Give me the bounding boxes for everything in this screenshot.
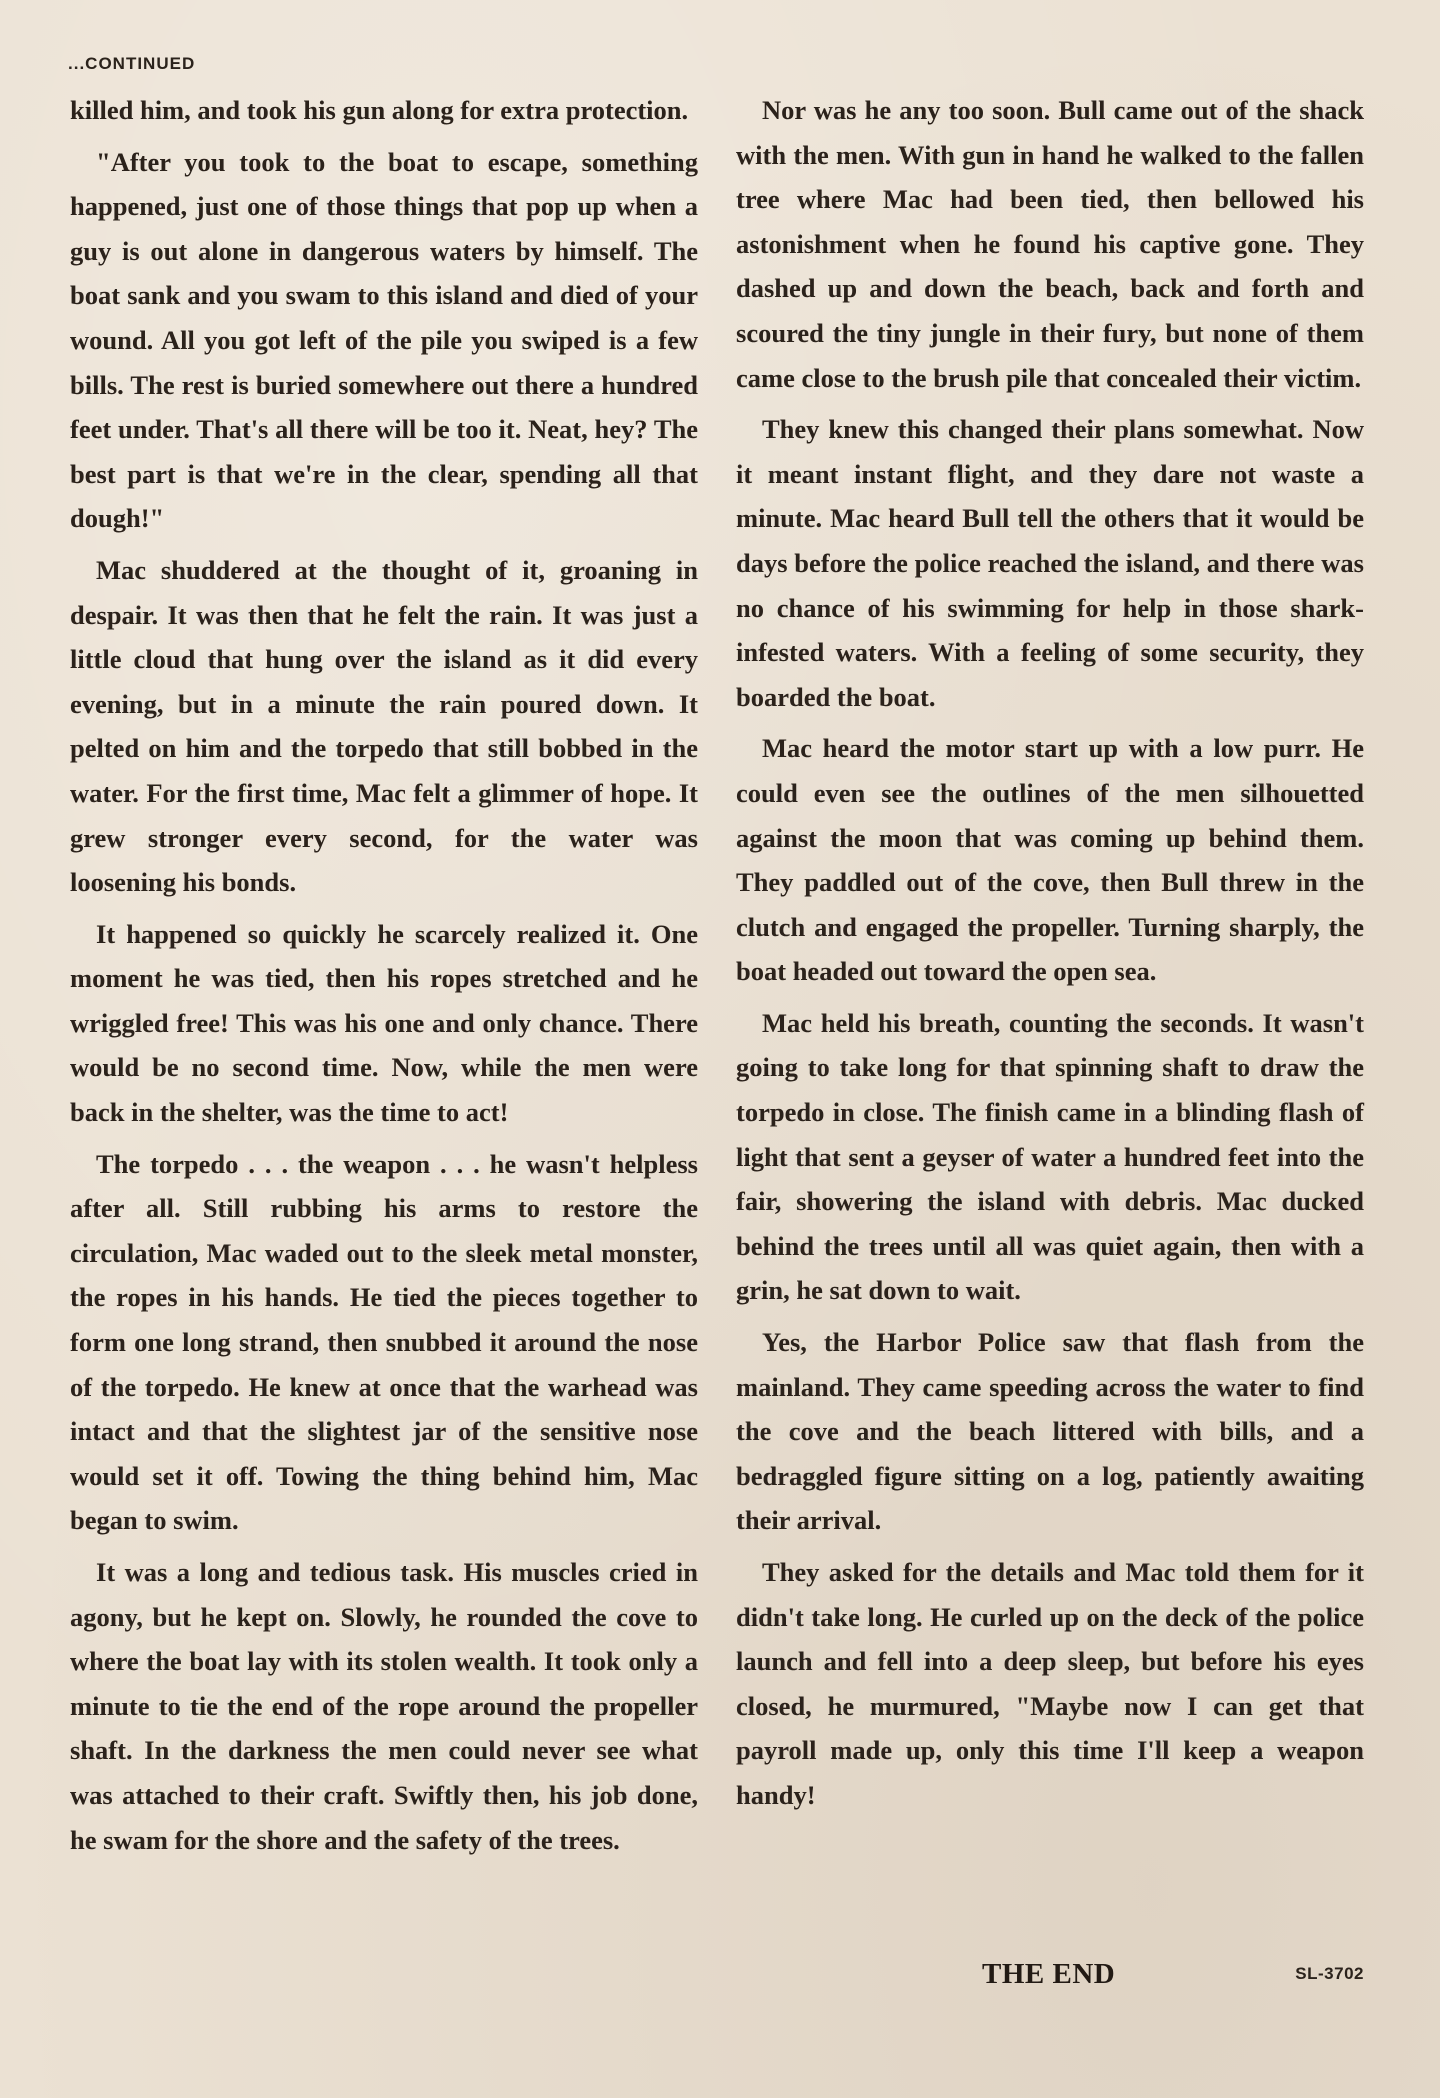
paragraph: It was a long and tedious task. His muscles cried in agony, but he kept on. Slowly, he rounded the cove to where the boat lay with its stolen wealth. It took only a minute to tie the end of the rope around the propeller shaft. In the darkness the men could never see what was attached to their craft. Swiftly then, his job done, he swam for the shore and the safety of the trees. xyxy=(70,1557,698,1855)
paragraph: They asked for the details and Mac told them for it didn't take long. He curled up on the deck of the police launch and fell into a deep sleep, but before his eyes closed, he murmured, "Maybe now I can get that payroll made up, only this time I'll keep a weapon handy! xyxy=(736,1557,1364,1810)
right-column xyxy=(736,88,1364,1825)
continued-label: ...CONTINUED xyxy=(68,54,196,73)
paragraph: "After you took to the boat to escape, something happened, just one of those things that pop up when a guy is out alone in dangerous waters by himself. The boat sank and you swam to this island and died of your wound. All you got left of the pile you swiped is a few bills. The rest is buried somewhere out there a hundred feet under. That's all there will be too it. Neat, hey? The best part is that we're in the clear, spending all that dough!" xyxy=(70,146,698,534)
paragraph: Mac shuddered at the thought of it, groaning in despair. It was then that he felt the rain. It was just a little cloud that hung over the island as it did every evening, but in a minute the rain poured down. It pelted on him and the torpedo that still bobbed in the water. For the first time, Mac felt a glimmer of hope. It grew stronger every second, for the water was loosening his bonds. xyxy=(70,554,698,898)
paragraph: The torpedo . . . the weapon . . . he wasn't helpless after all. Still rubbing his arms to restore the circulation, Mac waded out to the sleek metal monster, the ropes in his hands. He tied the pieces together to form one long strand, then snubbed it around the nose of the torpedo. He knew at once that the warhead was intact and that the slightest jar of the sensitive nose would set it off. Towing the thing behind him, Mac began to swim. xyxy=(70,1148,698,1536)
paragraph: They knew this changed their plans somewhat. Now it meant instant flight, and they dare not waste a minute. Mac heard Bull tell the others that it would be days before the police reached the island, and there was no chance of his swimming for help in those shark-infested waters. With a feeling of some security, they boarded the boat. xyxy=(736,414,1364,712)
paragraph: Mac heard the motor start up with a low purr. He could even see the outlines of the men silhouetted against the moon that was coming up behind them. They paddled out of the cove, then Bull threw in the clutch and engaged the propeller. Turning sharply, the boat headed out toward the open sea. xyxy=(736,733,1364,987)
paragraph: Nor was he any too soon. Bull came out of the shack with the men. With gun in hand he walked to the fallen tree where Mac had been tied, then bellowed his astonishment when he found his captive gone. They dashed up and down the beach, back and forth and scoured the tiny jungle in their fury, but none of them came close to the brush pile that concealed their victim. xyxy=(736,95,1364,393)
end-line xyxy=(736,1958,1364,2002)
paragraph: Mac held his breath, counting the seconds. It wasn't going to take long for that spinning shaft to draw the torpedo in close. The finish came in a blinding flash of light that sent a geyser of water a hundred feet into the fair, showering the island with debris. Mac ducked behind the trees until all was quiet again, then with a grin, he sat down to wait. xyxy=(736,1007,1364,1306)
paragraph: Yes, the Harbor Police saw that flash from the mainland. They came speeding across the water to find the cove and the beach littered with bills, and a bedraggled figure sitting on a log, patiently awaiting their arrival. xyxy=(736,1327,1364,1536)
paragraph: killed him, and took his gun along for extra protection. xyxy=(70,95,689,125)
story-code: SL-3702 xyxy=(1295,1964,1364,1983)
left-column xyxy=(70,88,698,1869)
the-end-label: THE END xyxy=(982,1958,1116,1990)
paragraph: It happened so quickly he scarcely realized it. One moment he was tied, then his ropes stretched and he wriggled free! This was his one and only chance. There would be no second time. Now, while the men were back in the shelter, was the time to act! xyxy=(70,918,698,1128)
